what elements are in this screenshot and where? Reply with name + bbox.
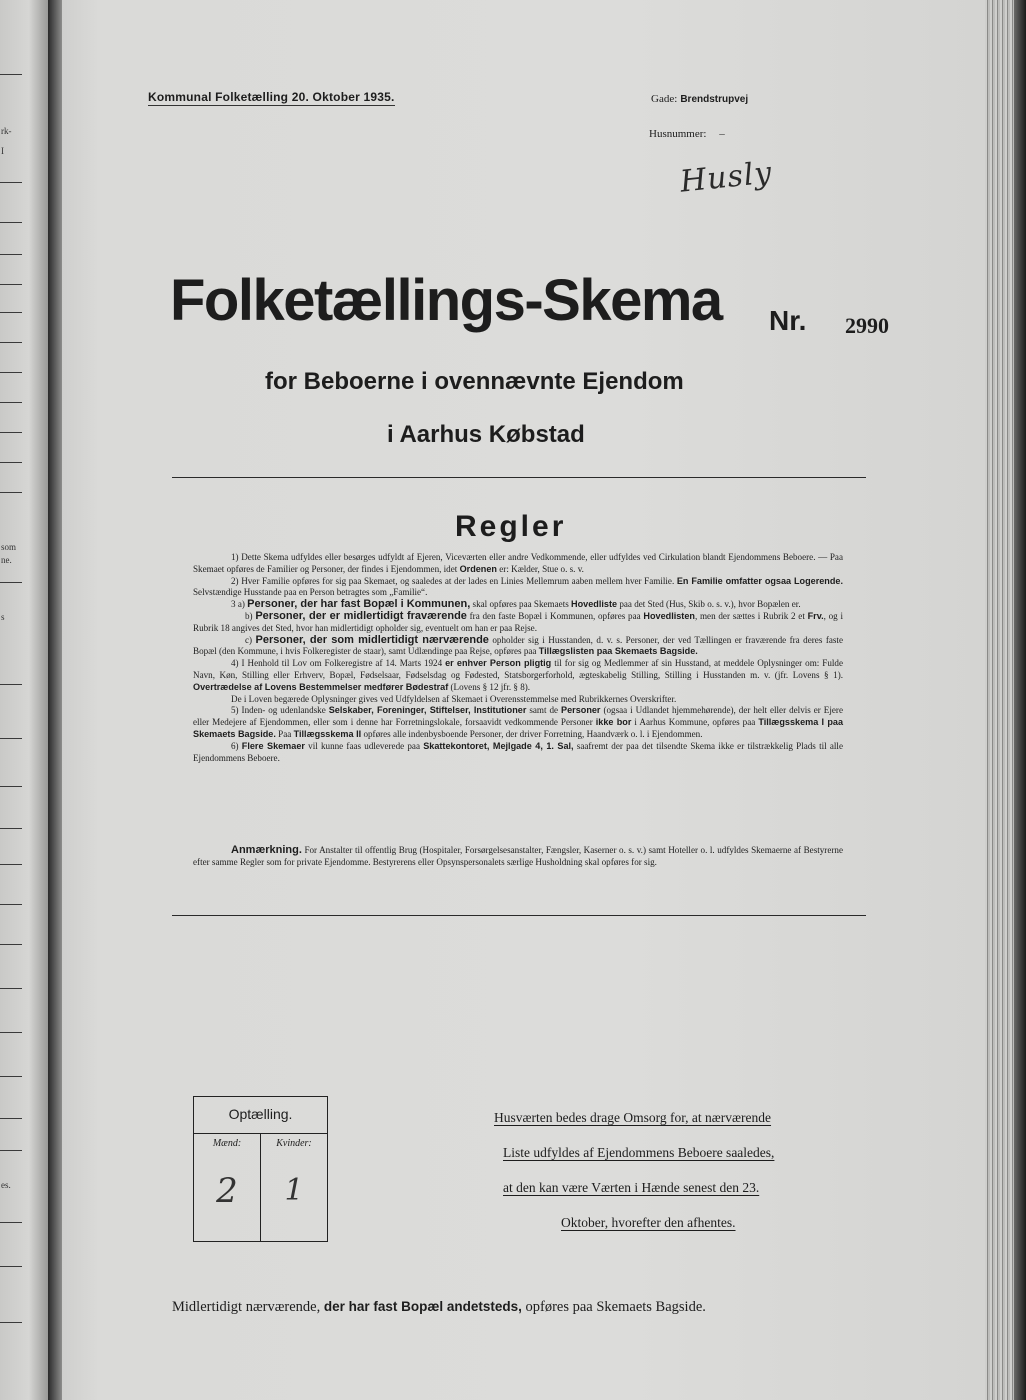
form-line — [0, 828, 22, 829]
house-number-value: – — [719, 128, 725, 140]
book-binding — [48, 0, 62, 1400]
form-line — [0, 684, 22, 685]
form-line — [0, 492, 22, 493]
form-line — [0, 284, 22, 285]
rule-2: 2) Hver Familie opføres for sig paa Skemaet, og saaledes at der lades en Linies Mellemrum aaben mellem hver Familie. En Familie omfatter ogsaa Logerende. Selvstændige Husstande paa en Person betragtes som „Familie“. — [193, 575, 843, 598]
footer-note: Midlertidigt nærværende, der har fast Bopæl andetsteds, opføres paa Skemaets Bagside. — [172, 1299, 706, 1315]
rules-heading: Regler — [455, 510, 567, 543]
previous-page-edge — [0, 0, 48, 1400]
form-line — [0, 988, 22, 989]
form-line — [0, 1266, 22, 1267]
form-line — [0, 1032, 22, 1033]
instruction-line: at den kan være Værten i Hænde senest den 23. — [503, 1180, 760, 1195]
rules-text — [193, 552, 843, 764]
form-line — [0, 944, 22, 945]
page-stack-edges — [985, 0, 1026, 1400]
form-line — [0, 342, 22, 343]
rule-4-extra: De i Loven begærede Oplysninger gives ved Udfyldelsen af Skemaet i Overensstemmelse med Rubrikkernes Overskrifter. — [231, 693, 677, 704]
form-line — [0, 462, 22, 463]
rule-5: 5) Inden- og udenlandske Selskaber, Foreninger, Stiftelser, Institutioner samt de Personer (ogsaa i Udlandet hjemmehørende), der helt eller delvis er Ejere eller Medejere af Ejendommen, eller som i denne har Forretningslokale, forsaavidt vedkommende Personer ikke bor i Aarhus Kommune, opføres paa Tillægsskema I paa Skemaets Bagside. Paa Tillægsskema II opføres alle indenbysboende Personer, der driver Forretning, Haandværk o. l. i Ejendommen. — [193, 705, 844, 739]
house-number-field — [649, 128, 725, 140]
page-fragment: I — [1, 146, 4, 156]
form-line — [0, 312, 22, 313]
form-line — [0, 864, 22, 865]
form-line — [0, 1322, 22, 1323]
form-line — [0, 1118, 22, 1119]
women-count: 1 — [284, 1173, 304, 1208]
form-line — [0, 222, 22, 223]
rule-3c: c) Personer, der som midlertidigt nærværende opholder sig i Husstanden, d. v. s. Personer, der ved Tællingen er fraværende fra deres faste Bopæl (den Kommune, i hvis Folkeregister de staar), samt Udlændinge paa Rejse, opføres paa Tillægslisten paa Skemaets Bagside. — [193, 633, 843, 657]
count-box — [193, 1096, 328, 1242]
page-fragment: som — [1, 542, 17, 552]
instruction-line: Liste udfyldes af Ejendommens Beboere saaledes, — [503, 1145, 775, 1160]
rule-3a: 3 a) Personer, der har fast Bopæl i Kommunen, skal opføres paa Skemaets Hovedliste paa det Sted (Hus, Skib o. s. v.), hvor Bopælen er. — [231, 598, 801, 611]
women-label: Kvinder: — [276, 1138, 312, 1149]
form-subtitle: for Beboerne i ovennævnte Ejendom — [265, 368, 684, 395]
form-line — [0, 372, 22, 373]
rule-6: 6) Flere Skemaer vil kunne faas udleverede paa Skattekontoret, Mejlgade 4, 1. Sal, saafremt der paa det tilsendte Skema ikke er tilstrækkelig Plads til alle Ejendommens Beboere. — [193, 740, 843, 763]
form-line — [0, 254, 22, 255]
page-fragment: es. — [1, 1180, 11, 1190]
form-line — [0, 432, 22, 433]
handwritten-annotation: Husly — [678, 155, 774, 200]
street-value: Brendstrupvej — [680, 94, 749, 105]
rule-3b: b) Personer, der er midlertidigt fraværende fra den faste Bopæl i Kommunen, opføres paa Hovedlisten, men der sættes i Rubrik 2 et Frv., og i Rubrik 18 angives det Sted, hvor han midlertidigt opholder sig, eventuelt om han er paa Rejse. — [193, 609, 843, 633]
form-line — [0, 74, 22, 75]
note-heading: Anmærkning. — [231, 844, 302, 856]
form-line — [0, 1222, 22, 1223]
instruction-line: Oktober, hvorefter den afhentes. — [561, 1215, 736, 1230]
men-count: 2 — [216, 1171, 238, 1211]
divider — [172, 915, 866, 916]
page-fragment: rk- — [1, 126, 12, 136]
form-line — [0, 182, 22, 183]
form-number-label: Nr. — [769, 305, 807, 336]
men-label: Mænd: — [194, 1133, 261, 1155]
street-label: Gade: — [651, 93, 678, 105]
divider — [172, 477, 866, 478]
note-text: Anmærkning. For Anstalter til offentlig Brug (Hospitaler, Forsørgelsesanstalter, Fængsler, Kaserner o. s. v.) samt Hoteller o. l. udfyldes Skemaerne af Bestyrerne efter samme Regler som for private Ejendomme. Bestyrerens eller Opsynspersonalets særlige Husholdning skal opføres for sig. — [193, 844, 843, 867]
street-field — [651, 93, 748, 105]
form-line — [0, 582, 22, 583]
form-number-value: 2990 — [845, 313, 889, 338]
form-line — [0, 786, 22, 787]
page-fragment: s — [1, 612, 5, 622]
form-title: Folketællings-Skema — [170, 268, 722, 333]
form-line — [0, 1076, 22, 1077]
page-fragment: ne. — [1, 555, 12, 565]
form-line — [0, 904, 22, 905]
form-line — [0, 738, 22, 739]
form-line — [0, 1150, 22, 1151]
instruction-line: Husværten bedes drage Omsorg for, at nærværende — [494, 1110, 772, 1125]
house-number-label: Husnummer: — [649, 128, 707, 140]
count-title: Optælling. — [194, 1097, 327, 1134]
rule-4: 4) I Henhold til Lov om Folkeregistre af 14. Marts 1924 er enhver Person pligtig til for sig og Medlemmer af sin Husstand, at meddele Oplysninger om: Fulde Navn, Køn, Stilling eller Erhverv, Bopæl, Fødselsaar, Fødselsdag og Fødested, Statsborgerforhold, ægteskabelig Stilling, Stilling i Husstanden m. v. (jfr. Lovens § 1). Overtrædelse af Lovens Bestemmelser medfører Bødestraf (Lovens § 12 jfr. § 8). — [193, 658, 843, 692]
form-subtitle-city: i Aarhus Købstad — [387, 421, 585, 448]
rule-1: 1) Dette Skema udfyldes eller besørges udfyldt af Ejeren, Viceværten eller andre Vedkommende, eller udfyldes ved Cirkulation blandt Ejendommens Beboere. — Paa Skemaet opføres de Familier og Personer, der findes i Ejendommen, idet Ordenen er: Kælder, Stue o. s. v. — [193, 552, 843, 574]
form-line — [0, 402, 22, 403]
census-header: Kommunal Folketælling 20. Oktober 1935. — [148, 90, 395, 104]
